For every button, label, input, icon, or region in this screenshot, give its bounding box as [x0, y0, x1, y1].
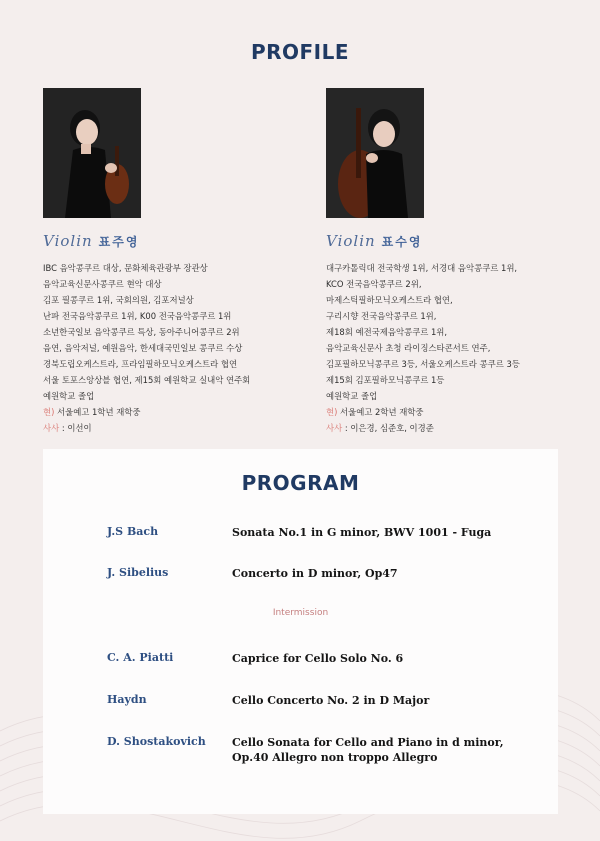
artist-profile-2	[326, 232, 566, 436]
bio-line: 마제스틱필하모닉오케스트라 협연,	[326, 295, 453, 305]
work-title: Sonata No.1 in G minor, BWV 1001 - Fuga	[232, 526, 492, 539]
profile-heading: PROFILE	[250, 40, 350, 64]
composer: J.S Bach	[107, 525, 159, 538]
current-label: 현)	[326, 407, 338, 417]
bio-line: 김포 필콩쿠르 1위, 국회의원, 김포저널상	[43, 295, 194, 305]
composer: C. A. Piatti	[107, 651, 174, 664]
bio-line: 경북도립오케스트라, 프라임필하모닉오케스트라 협연	[43, 359, 238, 369]
bio-line: 대구카톨릭대 전국학생 1위, 서경대 음악콩쿠르 1위,	[326, 263, 518, 273]
work-title-line: Cello Sonata for Cello and Piano in d minor,	[232, 736, 504, 749]
artist-photo-pyo-juyoung	[43, 88, 141, 218]
bio-line: KCO 전국음악콩쿠르 2위,	[326, 279, 422, 289]
bio-line: 음연, 음악저널, 예원음악, 한세대국민일보 콩쿠르 수상	[43, 343, 243, 353]
artist-name-row	[326, 232, 566, 254]
teacher-label: 사사	[43, 423, 60, 433]
work-title: Concerto in D minor, Op47	[232, 567, 398, 580]
composer: Haydn	[107, 693, 147, 706]
work-title	[232, 735, 532, 765]
cellist-portrait	[326, 88, 424, 218]
bio-line: 난파 전국음악콩쿠르 1위, K00 전국음악콩쿠르 1위	[43, 311, 232, 321]
intermission-label: Intermission	[272, 608, 329, 618]
current-value: 서울예고 1학년 재학중	[57, 407, 141, 417]
bio-line: 음악교육신문사콩쿠르 현악 대상	[43, 279, 162, 289]
bio-line: 서울 토포스앙상블 협연, 제15회 예원학교 실내악 연주회	[43, 375, 251, 385]
artist-name: 표수영	[381, 235, 423, 249]
work-title: Caprice for Cello Solo No. 6	[232, 652, 404, 665]
bio-line: 제15회 김포필하모닉콩쿠르 1등	[326, 375, 445, 385]
composer: J. Sibelius	[107, 566, 169, 579]
work-title-line: Op.40 Allegro non troppo Allegro	[232, 751, 438, 764]
bio-line: 음악교육신문사 초청 라이징스타콘서트 연주,	[326, 343, 491, 353]
work-title: Cello Concerto No. 2 in D Major	[232, 694, 430, 707]
teacher	[326, 420, 566, 436]
bio-line: IBC 음악콩쿠르 대상, 문화체육관광부 장관상	[43, 263, 208, 273]
composer: D. Shostakovich	[107, 735, 206, 748]
bio-line: 제18회 예전국제음악콩쿠르 1위,	[326, 327, 448, 337]
artist-photo-pyo-suyoung	[326, 88, 424, 218]
artist-bio	[326, 260, 566, 436]
bio-line: 김포필하모닉콩쿠르 3등, 서울오케스트라 콩쿠르 3등	[326, 359, 520, 369]
artist-name-row	[43, 232, 283, 254]
bio-line: 예원학교 졸업	[326, 391, 378, 401]
bio-line: 예원학교 졸업	[43, 391, 95, 401]
bio-line: 소년한국일보 음악콩쿠르 특상, 동아주니어콩쿠르 2위	[43, 327, 240, 337]
teacher-value: : 이선이	[61, 423, 92, 433]
current-label: 현)	[43, 407, 55, 417]
instrument-label: Violin	[43, 232, 93, 250]
bio-line: 구리시향 전국음악콩쿠르 1위,	[326, 311, 437, 321]
artist-profile-1	[43, 232, 283, 436]
artist-name: 표주영	[98, 235, 140, 249]
program-card	[43, 449, 558, 814]
program-heading: PROGRAM	[241, 471, 360, 495]
violinist-portrait	[43, 88, 141, 218]
instrument-label: Violin	[326, 232, 376, 250]
artist-bio	[43, 260, 283, 436]
teacher-label: 사사	[326, 423, 343, 433]
current-school	[43, 404, 283, 420]
teacher	[43, 420, 283, 436]
current-school	[326, 404, 566, 420]
current-value: 서울예고 2학년 재학중	[340, 407, 424, 417]
teacher-value: : 이은경, 심준호, 이경준	[344, 423, 434, 433]
